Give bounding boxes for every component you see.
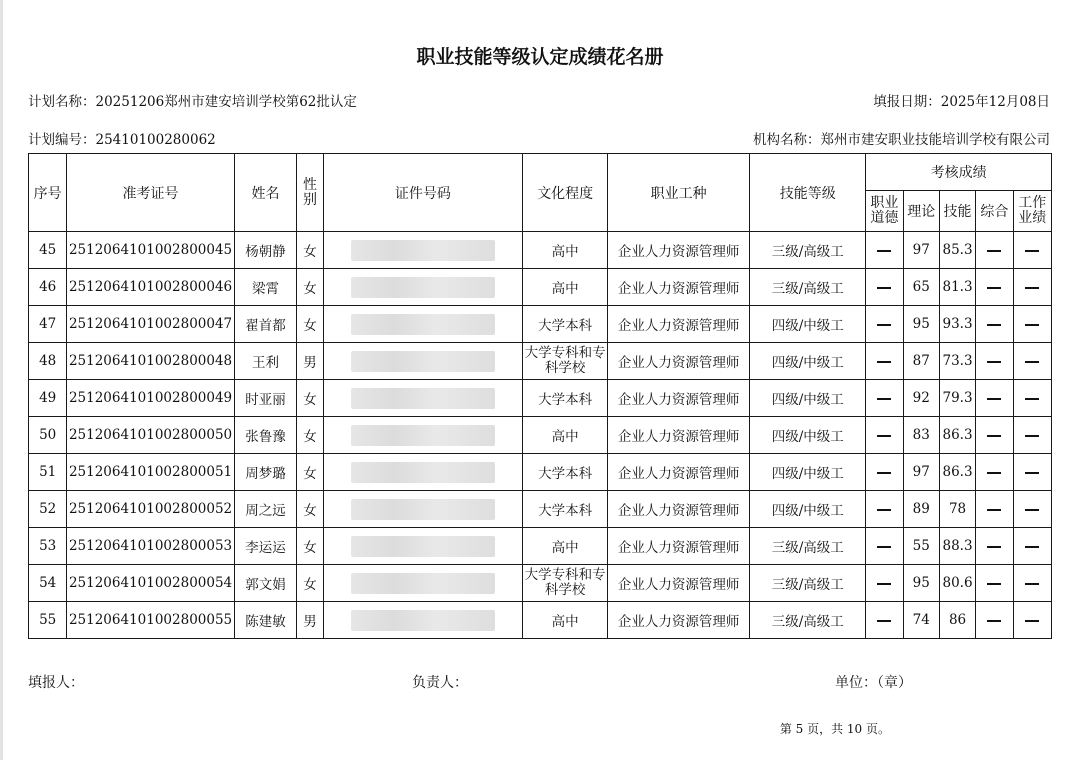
cell-exam-no: 2512064101002800049 [67, 380, 234, 417]
dash-mark [1025, 250, 1039, 252]
dash-mark [987, 583, 1001, 585]
plan-number: 计划编号：25410100280062 [28, 132, 216, 148]
table-row [29, 232, 1052, 269]
cell-level: 三级/高级工 [750, 528, 866, 565]
dash-mark [1025, 398, 1039, 400]
dash-mark [877, 583, 891, 585]
cell-seq: 51 [29, 454, 67, 491]
table-row [29, 417, 1052, 454]
cell-level: 三级/高级工 [750, 269, 866, 306]
cell-education: 高中 [523, 269, 608, 306]
cell-seq: 46 [29, 269, 67, 306]
cell-level: 四级/中级工 [750, 343, 866, 380]
dash-mark [877, 398, 891, 400]
cell-level: 四级/中级工 [750, 491, 866, 528]
responsible-label: 负责人： [412, 675, 468, 691]
cell-education: 大学本科 [523, 454, 608, 491]
redaction-block [351, 499, 495, 520]
cell-id-redacted [323, 232, 523, 269]
dash-mark [1025, 546, 1039, 548]
redaction-block [351, 536, 495, 557]
cell-exam-no: 2512064101002800045 [67, 232, 234, 269]
cell-theory: 95 [903, 565, 939, 602]
cell-work [1013, 232, 1052, 269]
cell-theory: 97 [903, 232, 939, 269]
cell-exam-no: 2512064101002800048 [67, 343, 234, 380]
dash-mark [987, 620, 1001, 622]
table-row [29, 306, 1052, 343]
dash-mark [987, 287, 1001, 289]
redaction-block [351, 351, 495, 372]
cell-ethics [866, 232, 903, 269]
cell-occupation: 企业人力资源管理师 [608, 602, 750, 639]
cell-occupation: 企业人力资源管理师 [608, 565, 750, 602]
cell-overall [976, 380, 1013, 417]
cell-gender: 女 [297, 491, 323, 528]
unit-seal-label: 单位：（章） [835, 675, 912, 691]
cell-skill: 93.3 [939, 306, 975, 343]
header-overall: 综合 [976, 191, 1013, 232]
dash-mark [877, 361, 891, 363]
cell-ethics [866, 528, 903, 565]
cell-skill: 86.3 [939, 417, 975, 454]
cell-seq: 47 [29, 306, 67, 343]
cell-overall [976, 528, 1013, 565]
cell-ethics [866, 602, 903, 639]
dash-mark [1025, 287, 1039, 289]
header-id-no: 证件号码 [323, 154, 523, 232]
page-indicator: 第 5 页，共 10 页。 [779, 722, 890, 736]
cell-skill: 78 [939, 491, 975, 528]
cell-theory: 89 [903, 491, 939, 528]
cell-name: 张鲁豫 [234, 417, 297, 454]
fill-date: 填报日期：2025年12月08日 [873, 94, 1050, 110]
cell-overall [976, 454, 1013, 491]
dash-mark [1025, 509, 1039, 511]
cell-skill: 88.3 [939, 528, 975, 565]
cell-overall [976, 343, 1013, 380]
redaction-block [351, 314, 495, 335]
dash-mark [987, 361, 1001, 363]
cell-id-redacted [323, 491, 523, 528]
cell-level: 三级/高级工 [750, 602, 866, 639]
cell-seq: 48 [29, 343, 67, 380]
dash-mark [877, 546, 891, 548]
redaction-block [351, 573, 495, 594]
cell-level: 三级/高级工 [750, 565, 866, 602]
dash-mark [987, 509, 1001, 511]
dash-mark [877, 620, 891, 622]
cell-name: 王利 [234, 343, 297, 380]
cell-ethics [866, 454, 903, 491]
cell-level: 四级/中级工 [750, 417, 866, 454]
cell-skill: 86.3 [939, 454, 975, 491]
cell-education: 高中 [523, 417, 608, 454]
cell-exam-no: 2512064101002800046 [67, 269, 234, 306]
cell-seq: 50 [29, 417, 67, 454]
cell-overall [976, 417, 1013, 454]
header-scores: 考核成绩 [866, 154, 1052, 191]
cell-gender: 女 [297, 454, 323, 491]
cell-name: 时亚丽 [234, 380, 297, 417]
cell-education: 高中 [523, 528, 608, 565]
cell-gender: 女 [297, 380, 323, 417]
cell-skill: 73.3 [939, 343, 975, 380]
dash-mark [987, 250, 1001, 252]
cell-id-redacted [323, 528, 523, 565]
header-work: 工作业绩 [1013, 191, 1052, 232]
cell-occupation: 企业人力资源管理师 [608, 417, 750, 454]
cell-education: 高中 [523, 602, 608, 639]
header-name: 姓名 [234, 154, 297, 232]
cell-name: 梁霄 [234, 269, 297, 306]
institution-name: 机构名称：郑州市建安职业技能培训学校有限公司 [753, 132, 1050, 148]
header-seq: 序号 [29, 154, 67, 232]
cell-seq: 55 [29, 602, 67, 639]
cell-skill: 86 [939, 602, 975, 639]
header-gender: 性别 [297, 154, 323, 232]
cell-theory: 55 [903, 528, 939, 565]
cell-work [1013, 602, 1052, 639]
table-row [29, 343, 1052, 380]
cell-ethics [866, 417, 903, 454]
cell-gender: 男 [297, 343, 323, 380]
cell-skill: 81.3 [939, 269, 975, 306]
cell-overall [976, 269, 1013, 306]
cell-name: 周梦璐 [234, 454, 297, 491]
table-row [29, 380, 1052, 417]
cell-gender: 女 [297, 565, 323, 602]
redaction-block [351, 277, 495, 298]
cell-exam-no: 2512064101002800054 [67, 565, 234, 602]
cell-name: 李运运 [234, 528, 297, 565]
cell-exam-no: 2512064101002800047 [67, 306, 234, 343]
cell-overall [976, 602, 1013, 639]
dash-mark [877, 324, 891, 326]
cell-ethics [866, 565, 903, 602]
cell-occupation: 企业人力资源管理师 [608, 528, 750, 565]
dash-mark [877, 509, 891, 511]
cell-overall [976, 306, 1013, 343]
table-row [29, 491, 1052, 528]
dash-mark [987, 472, 1001, 474]
cell-id-redacted [323, 565, 523, 602]
cell-id-redacted [323, 306, 523, 343]
cell-gender: 女 [297, 528, 323, 565]
cell-name: 郭文娟 [234, 565, 297, 602]
cell-overall [976, 232, 1013, 269]
header-skill: 技能 [939, 191, 975, 232]
cell-occupation: 企业人力资源管理师 [608, 269, 750, 306]
dash-mark [1025, 620, 1039, 622]
cell-gender: 男 [297, 602, 323, 639]
filler-label: 填报人： [28, 675, 84, 691]
cell-occupation: 企业人力资源管理师 [608, 232, 750, 269]
cell-work [1013, 565, 1052, 602]
cell-level: 四级/中级工 [750, 454, 866, 491]
cell-skill: 85.3 [939, 232, 975, 269]
cell-work [1013, 417, 1052, 454]
cell-name: 周之远 [234, 491, 297, 528]
cell-ethics [866, 269, 903, 306]
score-roster-table [28, 153, 1052, 639]
cell-overall [976, 491, 1013, 528]
cell-seq: 54 [29, 565, 67, 602]
cell-theory: 92 [903, 380, 939, 417]
cell-work [1013, 306, 1052, 343]
dash-mark [987, 398, 1001, 400]
dash-mark [1025, 583, 1039, 585]
cell-exam-no: 2512064101002800052 [67, 491, 234, 528]
cell-id-redacted [323, 343, 523, 380]
header-theory: 理论 [903, 191, 939, 232]
cell-theory: 87 [903, 343, 939, 380]
redaction-block [351, 462, 495, 483]
header-education: 文化程度 [523, 154, 608, 232]
plan-name: 计划名称：20251206郑州市建安培训学校第62批认定 [28, 94, 357, 110]
cell-education: 大学本科 [523, 306, 608, 343]
page-title: 职业技能等级认定成绩花名册 [416, 46, 664, 68]
dash-mark [877, 287, 891, 289]
cell-work [1013, 343, 1052, 380]
cell-education: 大学本科 [523, 380, 608, 417]
cell-level: 四级/中级工 [750, 380, 866, 417]
cell-id-redacted [323, 602, 523, 639]
redaction-block [351, 425, 495, 446]
cell-theory: 97 [903, 454, 939, 491]
dash-mark [987, 546, 1001, 548]
cell-ethics [866, 343, 903, 380]
cell-name: 陈建敏 [234, 602, 297, 639]
cell-occupation: 企业人力资源管理师 [608, 380, 750, 417]
cell-overall [976, 565, 1013, 602]
header-ethics: 职业道德 [866, 191, 903, 232]
dash-mark [987, 324, 1001, 326]
table-row [29, 602, 1052, 639]
cell-exam-no: 2512064101002800055 [67, 602, 234, 639]
cell-work [1013, 491, 1052, 528]
dash-mark [877, 435, 891, 437]
header-occupation: 职业工种 [608, 154, 750, 232]
cell-gender: 女 [297, 306, 323, 343]
dash-mark [877, 250, 891, 252]
cell-occupation: 企业人力资源管理师 [608, 454, 750, 491]
cell-id-redacted [323, 417, 523, 454]
cell-exam-no: 2512064101002800051 [67, 454, 234, 491]
cell-education: 大学专科和专科学校 [523, 565, 608, 602]
cell-gender: 女 [297, 417, 323, 454]
cell-seq: 53 [29, 528, 67, 565]
cell-work [1013, 528, 1052, 565]
cell-work [1013, 269, 1052, 306]
cell-name: 翟首都 [234, 306, 297, 343]
redaction-block [351, 240, 495, 261]
dash-mark [1025, 361, 1039, 363]
cell-id-redacted [323, 380, 523, 417]
cell-seq: 49 [29, 380, 67, 417]
cell-gender: 女 [297, 232, 323, 269]
dash-mark [1025, 435, 1039, 437]
cell-skill: 79.3 [939, 380, 975, 417]
cell-education: 大学本科 [523, 491, 608, 528]
cell-education: 大学专科和专科学校 [523, 343, 608, 380]
cell-id-redacted [323, 454, 523, 491]
cell-ethics [866, 306, 903, 343]
table-row [29, 565, 1052, 602]
cell-theory: 83 [903, 417, 939, 454]
table-row [29, 454, 1052, 491]
cell-work [1013, 380, 1052, 417]
cell-id-redacted [323, 269, 523, 306]
cell-name: 杨朝静 [234, 232, 297, 269]
redaction-block [351, 610, 495, 631]
redaction-block [351, 388, 495, 409]
cell-theory: 74 [903, 602, 939, 639]
cell-occupation: 企业人力资源管理师 [608, 491, 750, 528]
cell-exam-no: 2512064101002800050 [67, 417, 234, 454]
table-row [29, 528, 1052, 565]
cell-level: 四级/中级工 [750, 306, 866, 343]
cell-theory: 95 [903, 306, 939, 343]
cell-skill: 80.6 [939, 565, 975, 602]
header-exam-no: 准考证号 [67, 154, 234, 232]
table-row [29, 269, 1052, 306]
cell-occupation: 企业人力资源管理师 [608, 306, 750, 343]
cell-gender: 女 [297, 269, 323, 306]
header-skill-level: 技能等级 [750, 154, 866, 232]
cell-level: 三级/高级工 [750, 232, 866, 269]
dash-mark [1025, 324, 1039, 326]
cell-education: 高中 [523, 232, 608, 269]
dash-mark [1025, 472, 1039, 474]
dash-mark [877, 472, 891, 474]
page-edge [0, 0, 3, 760]
cell-work [1013, 454, 1052, 491]
cell-ethics [866, 380, 903, 417]
cell-occupation: 企业人力资源管理师 [608, 343, 750, 380]
cell-seq: 45 [29, 232, 67, 269]
cell-exam-no: 2512064101002800053 [67, 528, 234, 565]
cell-theory: 65 [903, 269, 939, 306]
cell-ethics [866, 491, 903, 528]
cell-seq: 52 [29, 491, 67, 528]
dash-mark [987, 435, 1001, 437]
